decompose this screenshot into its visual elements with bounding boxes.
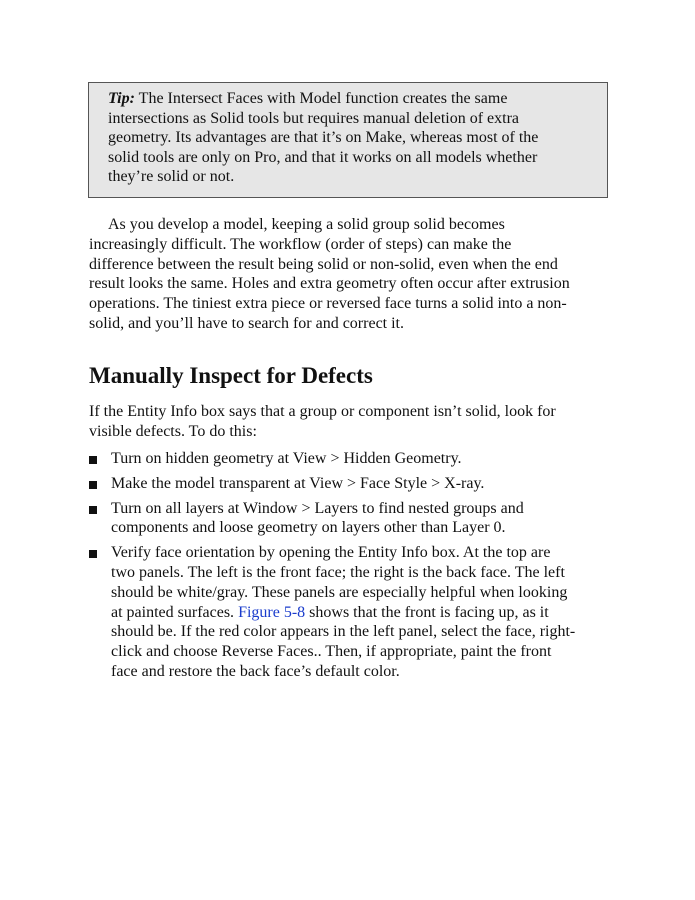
bullet-4-line-3: should be white/gray. These panels are especially helpful when looking [111,583,568,601]
bullet-4-line-5: should be. If the red color appears in the left panel, select the face, right- [111,623,576,641]
tip-callout-box [88,82,608,198]
intro-line-3: difference between the result being solid or non-solid, even when the end [89,255,558,273]
tip-line-2: intersections as Solid tools but requires manual deletion of extra [108,109,520,127]
bullet-4-line-7: face and restore the back face’s default color. [111,662,400,680]
tip-line-4: solid tools are only on Pro, and that it works on all models whether [108,148,538,166]
list-item [89,499,614,539]
intro-line-5: operations. The tiniest extra piece or reversed face turns a solid into a non- [89,295,567,313]
tip-text-1: The Intersect Faces with Model function creates the same [134,90,508,107]
list-item [89,474,614,494]
square-bullet-icon [89,456,97,464]
intro-line-6: solid, and you’ll have to search for and correct it. [89,314,404,332]
tip-line-1 [108,89,593,109]
section-lead-paragraph [89,402,609,442]
bullet-3-line-2: components and loose geometry on layers other than Layer 0. [111,519,506,537]
figure-5-8-link[interactable]: Figure 5-8 [238,603,306,621]
bullet-4-line-6: click and choose Reverse Faces.. Then, if appropriate, paint the front [111,643,552,661]
defect-checklist [89,449,614,682]
list-item [89,449,614,469]
bullet-4-line-1: Verify face orientation by opening the Entity Info box. At the top are [111,544,551,562]
bullet-4-line-4 [111,603,614,623]
section-heading: Manually Inspect for Defects [89,363,373,388]
intro-line-1: As you develop a model, keeping a solid group solid becomes [108,216,505,233]
tip-label: Tip: [108,90,135,107]
lead-line-1: If the Entity Info box says that a group or component isn’t solid, look for [89,403,556,420]
square-bullet-icon [89,550,97,558]
bullet-4-link-after: shows that the front is facing up, as it [305,603,549,621]
intro-line-2: increasingly difficult. The workflow (order of steps) can make the [89,235,512,253]
bullet-3-line-1: Turn on all layers at Window > Layers to find nested groups and [111,499,524,517]
bullet-4-line-2: two panels. The left is the front face; the right is the back face. The left [111,563,565,581]
list-item [89,543,614,682]
square-bullet-icon [89,481,97,489]
bullet-1-line-1: Turn on hidden geometry at View > Hidden Geometry. [111,450,462,467]
lead-line-2: visible defects. To do this: [89,422,257,440]
tip-line-5: they’re solid or not. [108,168,235,186]
square-bullet-icon [89,506,97,514]
bullet-2-line-1: Make the model transparent at View > Face Style > X-ray. [111,474,485,492]
bullet-4-link-before: at painted surfaces. [111,603,239,621]
tip-line-3: geometry. Its advantages are that it’s on Make, whereas most of the [108,129,539,147]
intro-line-4: result looks the same. Holes and extra geometry often occur after extrusion [89,275,570,293]
intro-paragraph [89,215,609,334]
